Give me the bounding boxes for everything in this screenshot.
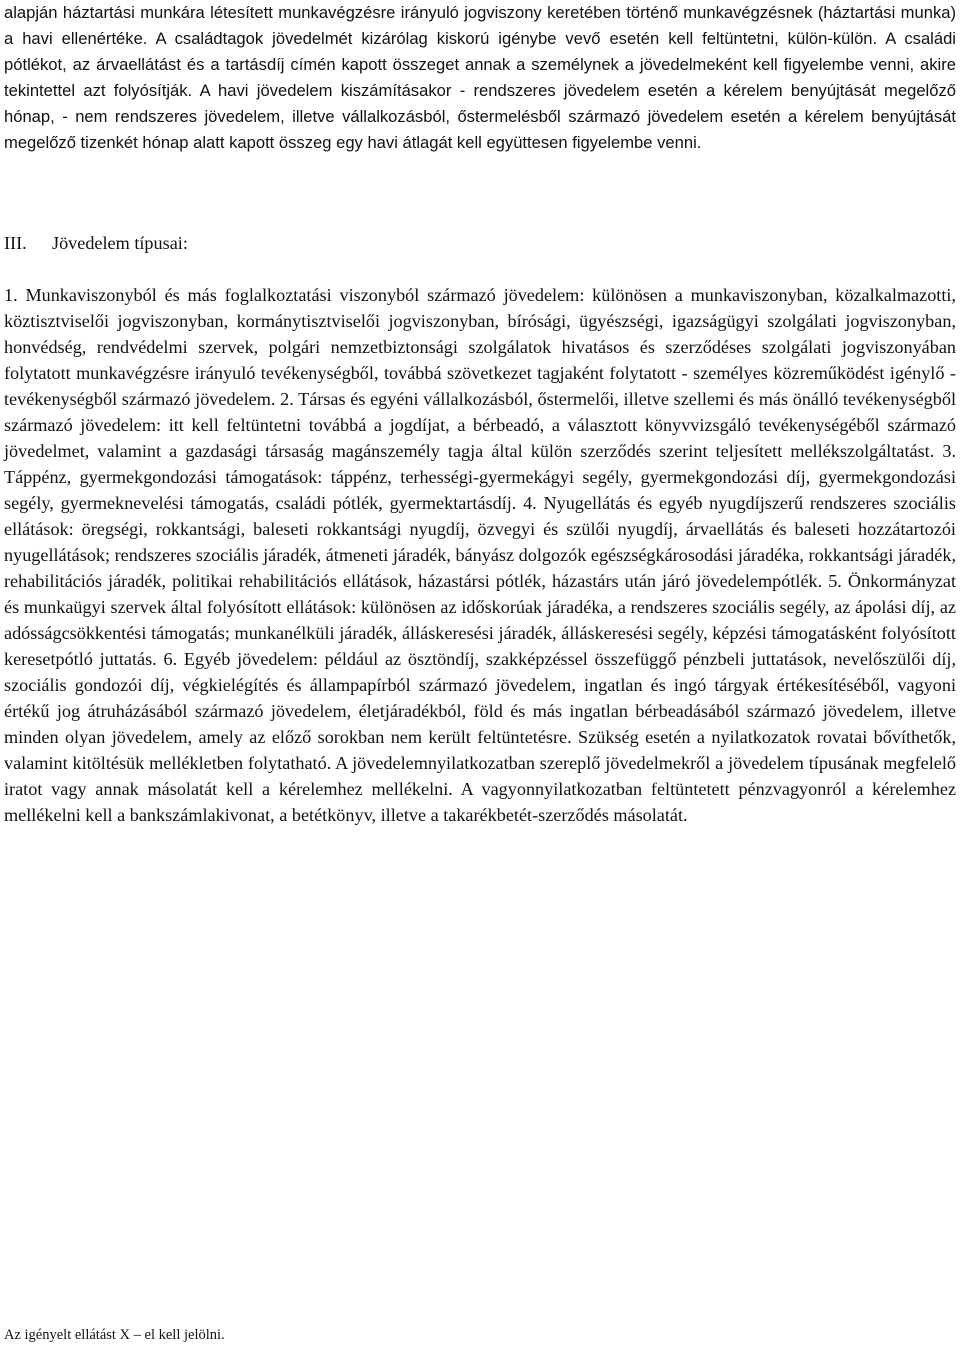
section-title: Jövedelem típusai:: [52, 233, 188, 253]
section-number: III.: [4, 233, 27, 253]
document-page: [4, 0, 956, 1348]
section-heading: [4, 230, 188, 256]
footer-note: Az igényelt ellátást X – el kell jelölni.: [4, 1327, 225, 1343]
paragraph-income-calculation: alapján háztartási munkára létesített munkavégzésre irányuló jogviszony keretében történő munkavégzésnek (háztartási munka) a havi ellenértéke. A családtagok jövedelmét kizárólag kiskorú igénybe vevő esetén kell feltüntetni, külön-külön. A családi pótlékot, az árvaellátást és a tartásdíj címén kapott összeget annak a személynek a jövedelmeként kell figyelembe venni, akire tekintettel azt folyósítják. A havi jövedelem kiszámításakor - rendszeres jövedelem esetén a kérelem benyújtását megelőző hónap, - nem rendszeres jövedelem, illetve vállalkozásból, őstermelésből származó jövedelem esetén a kérelem benyújtását megelőző tizenkét hónap alatt kapott összeg egy havi átlagát kell együttesen figyelembe venni.: [4, 3, 956, 152]
paragraph-income-types: 1. Munkaviszonyból és más foglalkoztatási viszonyból származó jövedelem: különösen a munkaviszonyban, közalkalmazotti, köztisztviselői jogviszonyban, kormánytisztviselői jogviszonyban, bírósági, ügyészségi, igazságügyi szolgálati jogviszonyban, honvédség, rendvédelmi szervek, polgári nemzetbiztonsági szolgálatok hivatásos és szerződéses szolgálati jogviszonyában folytatott munkavégzésre irányuló tevékenységből, továbbá szövetkezet tagjaként folytatott - személyes közreműködést igénylő - tevékenységből származó jövedelem. 2. Társas és egyéni vállalkozásból, őstermelői, illetve szellemi és más önálló tevékenységből származó jövedelem: itt kell feltüntetni továbbá a jogdíjat, a bérbeadó, a választott könyvvizsgáló tevékenységéből származó jövedelmet, valamint a gazdasági társaság magánszemély tagja által külön szerződés szerint teljesített mellékszolgáltatást. 3. Táppénz, gyermekgondozási támogatások: táppénz, terhességi-gyermekágyi segély, gyermekgondozási díj, gyermekgondozási segély, gyermeknevelési támogatás, családi pótlék, gyermektartásdíj. 4. Nyugellátás és egyéb nyugdíjszerű rendszeres szociális ellátások: öregségi, rokkantsági, baleseti rokkantsági nyugdíj, özvegyi és szülői nyugdíj, árvaellátás és baleseti hozzátartozói nyugellátások; rendszeres szociális járadék, átmeneti járadék, bányász dolgozók egészségkárosodási járadéka, rokkantsági járadék, rehabilitációs járadék, politikai rehabilitációs ellátások, házastársi pótlék, házastárs után járó jövedelempótlék. 5. Önkormányzat és munkaügyi szervek által folyósított ellátások: különösen az időskorúak járadéka, a rendszeres szociális segély, az ápolási díj, az adósságcsökkentési támogatás; munkanélküli járadék, álláskeresési járadék, álláskeresési segély, képzési támogatásként folyósított keresetpótló juttatás. 6. Egyéb jövedelem: például az ösztöndíj, szakképzéssel összefüggő pénzbeli juttatások, nevelőszülői díj, szociális gondozói díj, végkielégítés és állampapírból származó jövedelem, ingatlan és ingó tárgyak értékesítéséből, vagyoni értékű jog átruházásából származó jövedelem, életjáradékból, föld és más ingatlan bérbeadásából származó jövedelem, illetve minden olyan jövedelem, amely az előző sorokban nem került feltüntetésre. Szükség esetén a nyilatkozatok rovatai bővíthetők, valamint kitöltésük mellékletben folytatható. A jövedelemnyilatkozatban szereplő jövedelmekről a jövedelem típusának megfelelő iratot vagy annak másolatát kell a kérelemhez mellékelni. A vagyonnyilatkozatban feltüntetett pénzvagyonról a kérelemhez mellékelni kell a bankszámlakivonat, a betétkönyv, illetve a takarékbetét-szerződés másolatát.: [4, 285, 956, 825]
